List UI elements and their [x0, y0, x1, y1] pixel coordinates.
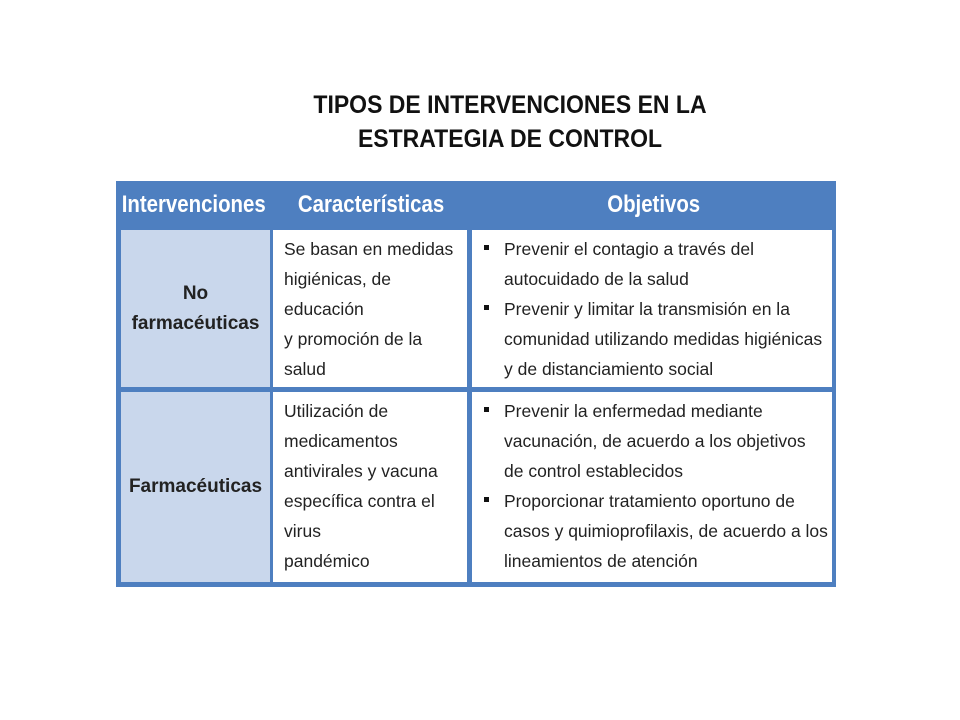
header-caracteristicas: Características	[297, 191, 445, 218]
row-2-characteristics: Utilización de medicamentos antivirales y vacuna específica contra el virus pandémico	[273, 392, 467, 582]
header-objetivos: Objetivos	[607, 191, 700, 218]
row-2-objective-1: Prevenir la enfermedad mediante vacunación, de acuerdo a los objetivos de control establecidos	[482, 396, 828, 486]
row-2-objectives	[472, 392, 832, 582]
row-1-intervention-line-1: No	[182, 282, 209, 304]
row-1-intervention	[121, 230, 270, 387]
row-2-intervention	[121, 392, 270, 582]
title-line-1: TIPOS DE INTERVENCIONES EN LA	[313, 91, 707, 119]
row-1-objective-2: Prevenir y limitar la transmisión en la comunidad utilizando medidas higiénicas y de distanciamiento social	[482, 294, 828, 384]
row-2-objective-2: Proporcionar tratamiento oportuno de casos y quimioprofilaxis, de acuerdo a los lineamientos de atención	[482, 486, 828, 576]
row-1-objectives	[472, 230, 832, 387]
header-intervenciones: Intervenciones	[121, 191, 266, 218]
row-1-objective-1: Prevenir el contagio a través del autocuidado de la salud	[482, 234, 828, 294]
interventions-table	[116, 181, 836, 587]
title-line-2: ESTRATEGIA DE CONTROL	[357, 125, 663, 153]
page-title	[262, 88, 759, 156]
row-1-intervention-line-2: farmacéuticas	[131, 312, 260, 334]
row-2-intervention-line-1: Farmacéuticas	[128, 476, 263, 497]
row-1-characteristics: Se basan en medidas higiénicas, de educación y promoción de la salud	[273, 230, 467, 387]
